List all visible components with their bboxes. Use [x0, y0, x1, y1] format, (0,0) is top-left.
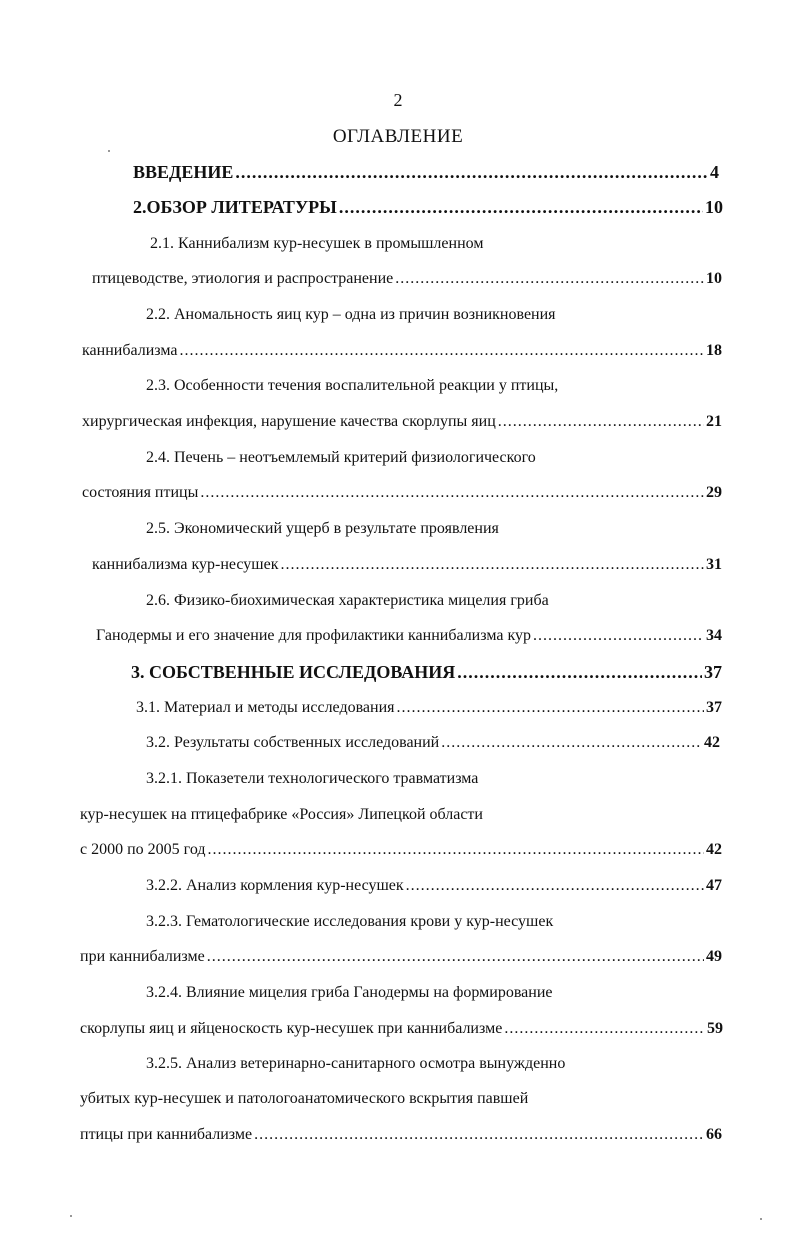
toc-entry-3-1 — [136, 699, 722, 717]
toc-title: ОГЛАВЛЕНИЕ — [332, 126, 464, 147]
leader-dots — [533, 627, 704, 645]
toc-entry-2-1-line1: 2.1. Каннибализм кур-несушек в промышленном — [150, 235, 484, 252]
toc-entry-3-2-1 — [80, 841, 722, 859]
toc-page-number: 42 — [706, 841, 722, 858]
leader-dots — [397, 699, 704, 717]
toc-entry-3-2-4 — [80, 1020, 723, 1038]
toc-entry-3-2 — [146, 734, 720, 752]
toc-entry-literature-review — [133, 197, 723, 218]
toc-page-number: 29 — [706, 484, 722, 501]
toc-entry-text: каннибализма кур-несушек — [92, 556, 279, 573]
toc-entry-3-2-4-line1: 3.2.4. Влияние мицелия гриба Ганодермы на формирование — [146, 984, 553, 1001]
toc-page-number: 18 — [706, 342, 722, 359]
toc-entry-3-2-1-line2: кур-несушек на птицефабрике «Россия» Липецкой области — [80, 806, 483, 823]
toc-entry-text: 3.1. Материал и методы исследования — [136, 699, 395, 716]
leader-dots — [207, 948, 704, 966]
toc-page-number: 37 — [704, 662, 722, 682]
toc-page-number: 37 — [706, 699, 722, 716]
scan-speck — [760, 1218, 762, 1220]
toc-entry-3-2-3-line1: 3.2.3. Гематологические исследования крови у кур-несушек — [146, 913, 554, 930]
leader-dots — [179, 342, 704, 360]
toc-page-number: 10 — [705, 197, 723, 217]
toc-entry-2-6 — [96, 627, 722, 645]
leader-dots — [339, 197, 703, 218]
leader-dots — [208, 841, 704, 859]
toc-page-number: 66 — [706, 1126, 722, 1143]
toc-entry-3-2-5-line1: 3.2.5. Анализ ветеринарно-санитарного осмотра вынужденно — [146, 1055, 566, 1072]
toc-entry-text: 3. СОБСТВЕННЫЕ ИССЛЕДОВАНИЯ — [131, 662, 456, 682]
toc-entry-text: 3.2. Результаты собственных исследований — [146, 734, 440, 751]
toc-entry-text: 2.ОБЗОР ЛИТЕРАТУРЫ — [133, 197, 337, 217]
toc-entry-text: Ганодермы и его значение для профилактики каннибализма кур — [96, 627, 531, 644]
toc-entry-2-5 — [92, 556, 722, 574]
toc-entry-3-2-3 — [80, 948, 722, 966]
toc-entry-2-3 — [82, 413, 722, 431]
toc-entry-3-2-2 — [146, 877, 722, 895]
toc-entry-2-1 — [92, 270, 722, 288]
toc-entry-own-research — [131, 662, 722, 683]
leader-dots — [406, 877, 704, 895]
toc-page-number: 21 — [706, 413, 722, 430]
toc-entry-3-2-5 — [80, 1126, 722, 1144]
toc-entry-text: с 2000 по 2005 год — [80, 841, 206, 858]
toc-page-number: 10 — [706, 270, 722, 287]
toc-entry-text: хирургическая инфекция, нарушение качества скорлупы яиц — [82, 413, 496, 430]
toc-entry-text: каннибализма — [82, 342, 178, 359]
leader-dots — [498, 413, 704, 431]
toc-entry-text: состояния птицы — [82, 484, 199, 501]
leader-dots — [441, 734, 702, 752]
toc-entry-text: ВВЕДЕНИЕ — [133, 162, 234, 182]
leader-dots — [200, 484, 704, 502]
toc-page-number: 42 — [704, 734, 720, 751]
scan-speck — [108, 150, 110, 152]
toc-entry-2-4-line1: 2.4. Печень – неотъемлемый критерий физиологического — [146, 449, 536, 466]
toc-entry-intro — [133, 162, 719, 183]
toc-entry-2-2-line1: 2.2. Аномальность яиц кур – одна из причин возникновения — [146, 306, 556, 323]
leader-dots — [280, 556, 704, 574]
toc-entry-text: 3.2.2. Анализ кормления кур-несушек — [146, 877, 404, 894]
toc-entry-2-3-line1: 2.3. Особенности течения воспалительной реакции у птицы, — [146, 377, 559, 394]
toc-entry-2-5-line1: 2.5. Экономический ущерб в результате проявления — [146, 520, 499, 537]
page-number: 2 — [393, 90, 403, 110]
toc-entry-3-2-5-line2: убитых кур-несушек и патологоанатомического вскрытия павшей — [80, 1090, 529, 1107]
toc-page-number: 59 — [707, 1020, 723, 1037]
toc-entry-3-2-1-line1: 3.2.1. Показетели технологического травматизма — [146, 770, 479, 787]
toc-page-number: 47 — [706, 877, 722, 894]
toc-entry-text: при каннибализме — [80, 948, 205, 965]
toc-page-number: 49 — [706, 948, 722, 965]
toc-entry-2-6-line1: 2.6. Физико-биохимическая характеристика мицелия гриба — [146, 592, 549, 609]
leader-dots — [395, 270, 704, 288]
toc-page-number: 34 — [706, 627, 722, 644]
toc-entry-2-4 — [82, 484, 722, 502]
toc-entry-text: скорлупы яиц и яйценоскость кур-несушек при каннибализме — [80, 1020, 503, 1037]
leader-dots — [235, 162, 708, 183]
toc-page-number: 4 — [710, 162, 719, 182]
toc-page-number: 31 — [706, 556, 722, 573]
leader-dots — [254, 1126, 704, 1144]
leader-dots — [457, 662, 702, 683]
toc-entry-text: птицы при каннибализме — [80, 1126, 253, 1143]
toc-entry-2-2 — [82, 342, 722, 360]
scan-speck — [70, 1215, 72, 1217]
leader-dots — [504, 1020, 705, 1038]
toc-entry-text: птицеводстве, этиология и распространение — [92, 270, 394, 287]
